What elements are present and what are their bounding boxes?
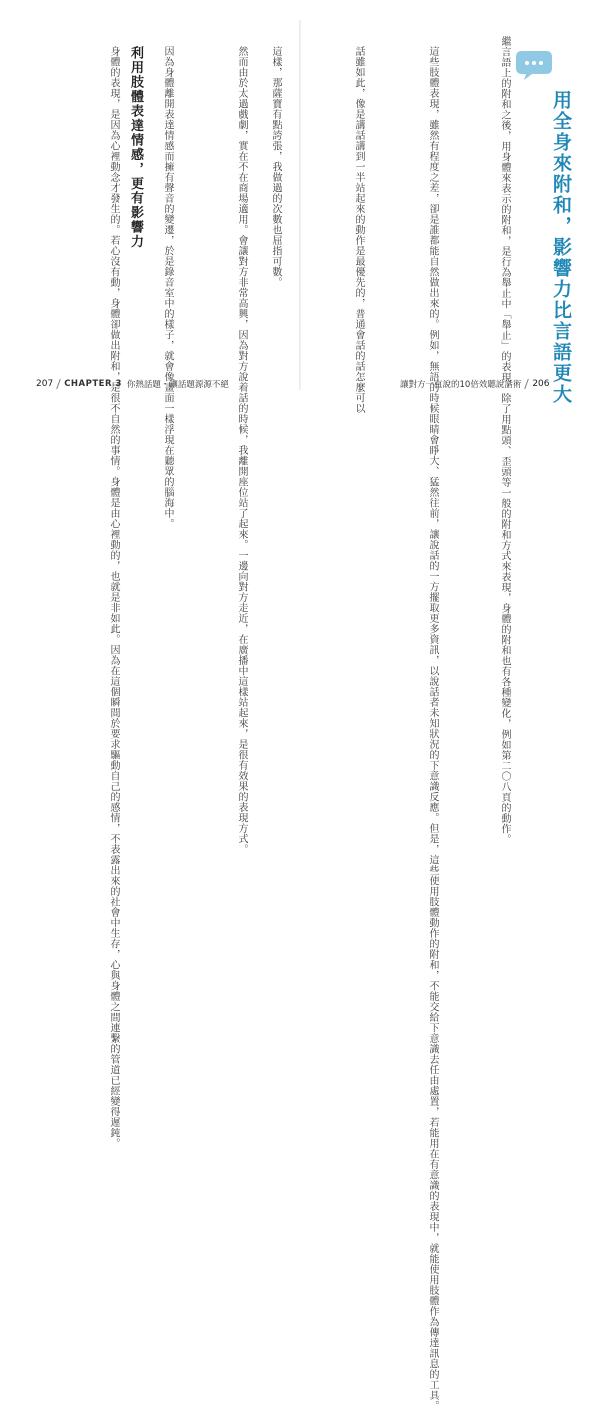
page-number: 206 xyxy=(532,379,550,389)
footer-divider xyxy=(525,379,530,389)
body-paragraph: 身體的表現，是因為心裡動念才發生的。若心沒有動，身體卻做出附和，是很不自然的事情。身體是由心裡動的，也就是非如此。因為在這個瞬間於要求驅動自己的感情，不表露出來的社會中生存，心與身體之間連繫的管道已經變得遲鈍。 xyxy=(108,46,119,1149)
right-footer xyxy=(400,378,550,390)
page-gutter xyxy=(299,20,301,390)
body-paragraph: 這樣，那薩寶有點誇張，我做過的次數也屈指可數。 xyxy=(270,46,281,288)
body-paragraph: 因為身體離開表達情感而擁有聲音的變遷，於是錄音室中的樣子，就會像畫面一樣浮現在聽眾的腦海中。 xyxy=(162,46,173,529)
body-paragraph: 話雖如此，像是講話講到一半站起來的動作是最優先的，普通會話的話怎麼可以 xyxy=(353,46,364,414)
body-paragraph: 繼言語上的附和之後，用身體來表示的附和，是行為舉止中「舉止」的表現。除了用點頭、歪頭等一般的附和方式來表現，身體的附和也有各種變化，例如第二〇八頁的動作。 xyxy=(499,36,510,845)
section-heading: 利用肢體表達情感，更有影響力 xyxy=(128,46,143,249)
footer-divider xyxy=(56,379,61,389)
left-footer xyxy=(36,378,229,390)
chapter-label: CHAPTER 3 xyxy=(64,379,122,389)
body-paragraph: 然而由於太過戲劇，實在不在商場適用。會讓對方非常高興，因為對方說着話的時候，我離開座位站了起來。一邊向對方走近，在廣播中這樣站起來，是很有效果的表現方式。 xyxy=(236,46,247,855)
body-paragraph: 這些肢體表現，雖然有程度之差，卻是誰都能自然做出來的。例如，無語的時候眼睛會睜大、猛然往前，讓說話的一方擺取更多資訊，以說話者未知狀況的下意識反應。但是，這些使用肢體動作的附和，不能交給下意識去任由處置，若能用在有意識的表現中，就能使用肢體作為傳達訊息的工具。 xyxy=(427,46,438,1411)
page-number: 207 xyxy=(36,379,54,389)
page-title: 用全身來附和，影響力比言語更大 xyxy=(550,90,572,405)
chapter-title: 你熱話題・讓話題源源不絕 xyxy=(126,380,229,390)
speech-bubble-icon xyxy=(514,48,554,82)
book-title: 讓對方一直說的10倍效聽說話術 xyxy=(400,380,522,390)
